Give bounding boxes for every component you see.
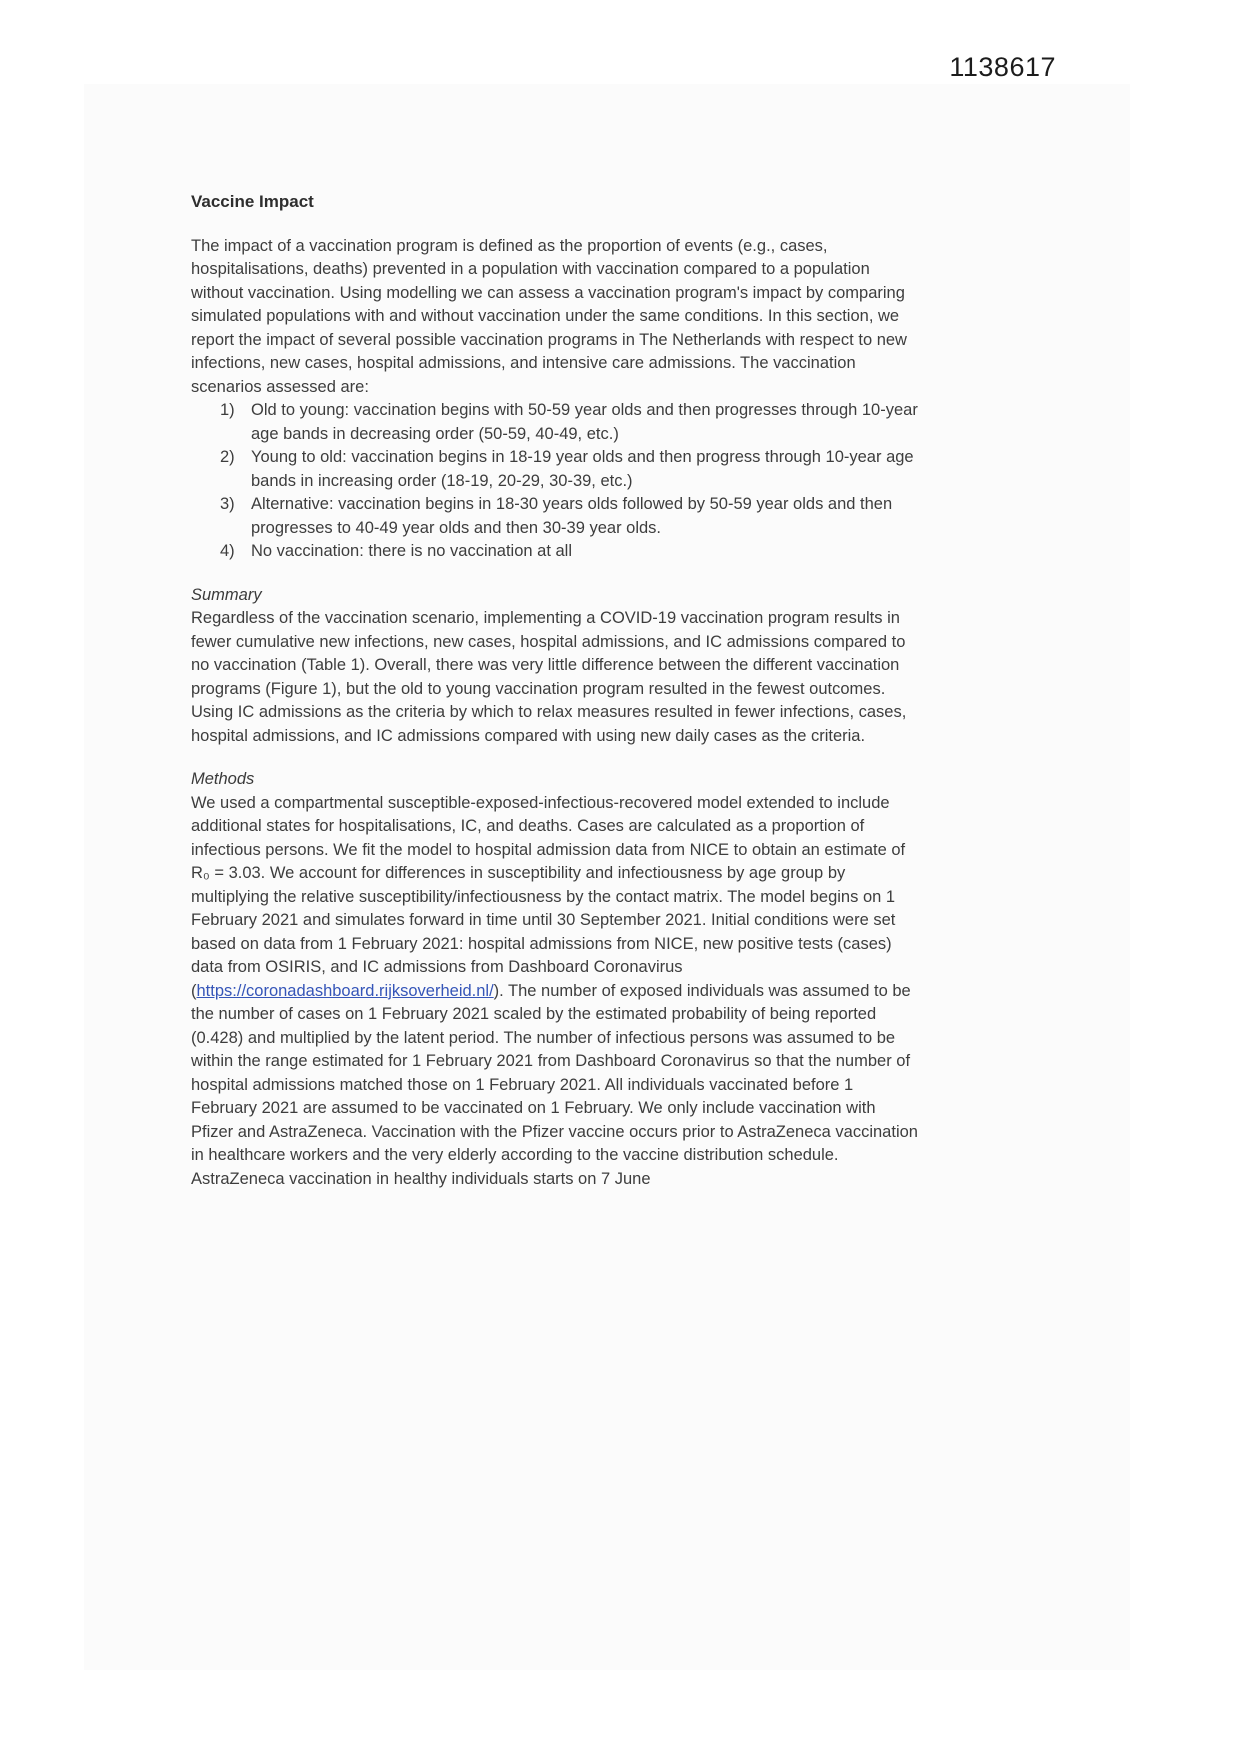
list-item-text: Old to young: vaccination begins with 50-59 year olds and then progresses through 10-year age bands in decreasing order (50-59, 40-49, etc.) bbox=[251, 401, 918, 443]
list-number: 2) bbox=[220, 448, 235, 466]
coronadashboard-link[interactable]: https://coronadashboard.rijksoverheid.nl/ bbox=[196, 981, 494, 1000]
methods-text-before-link: We used a compartmental susceptible-exposed-infectious-recovered model extended to include additional states for hospitalisations, IC, and deaths. Cases are calculated as a proportion of infectious persons. We fit the model to hospital admission data from NICE to obtain an estimate of R₀ = 3.03. We account for differences in susceptibility and infectiousness by age group by multiplying the relative susceptibility/infectiousness by the contact matrix. The model begins on 1 February 2021 and simulates forward in time until 30 September 2021. Initial conditions were set based on data from 1 February 2021: hospital admissions from NICE, new positive tests (cases) data from OSIRIS, and IC admissions from Dashboard Coronavirus ( bbox=[191, 793, 906, 1000]
document-title: Vaccine Impact bbox=[191, 192, 314, 211]
list-item-text: Alternative: vaccination begins in 18-30 years olds followed by 50-59 year olds and then progresses to 40-49 year olds and then 30-39 year olds. bbox=[251, 495, 893, 537]
summary-heading: Summary bbox=[191, 585, 262, 604]
intro-paragraph: The impact of a vaccination program is defined as the proportion of events (e.g., cases, hospitalisations, deaths) prevented in a population with vaccination compared to a population without vaccination. Using modelling we can assess a vaccination program's impact by comparing simulated populations with and without vaccination under the same conditions. In this section, we report the impact of several possible vaccination programs in The Netherlands with respect to new infections, new cases, hospital admissions, and intensive care admissions. The vaccination scenarios assessed are: bbox=[191, 236, 907, 396]
methods-heading: Methods bbox=[191, 770, 255, 788]
list-number: 1) bbox=[220, 401, 235, 419]
list-item bbox=[191, 540, 921, 564]
page-number: 1138617 bbox=[949, 52, 1056, 82]
scenario-list bbox=[191, 399, 921, 564]
list-item bbox=[191, 446, 921, 493]
summary-paragraph: Regardless of the vaccination scenario, implementing a COVID-19 vaccination program results in fewer cumulative new infections, new cases, hospital admissions, and IC admissions compared to no vaccination (Table 1). Overall, there was very little difference between the different vaccination programs (Figure 1), but the old to young vaccination program resulted in the fewest outcomes. Using IC admissions as the criteria by which to relax measures resulted in fewer infections, cases, hospital admissions, and IC admissions compared with using new daily cases as the criteria. bbox=[191, 609, 907, 745]
list-number: 3) bbox=[220, 495, 235, 513]
methods-text-after-link: ). The number of exposed individuals was assumed to be the number of cases on 1 February 2021 scaled by the estimated probability of being reported (0.428) and multiplied by the latent period. The number of infectious persons was assumed to be within the range estimated for 1 February 2021 from Dashboard Coronavirus so that the number of hospital admissions matched those on 1 February 2021. All individuals vaccinated before 1 February 2021 are assumed to be vaccinated on 1 February. We only include vaccination with Pfizer and AstraZeneca. Vaccination with the Pfizer vaccine occurs prior to AstraZeneca vaccination in healthcare workers and the very elderly according to the vaccine distribution schedule. AstraZeneca vaccination in healthy individuals starts on 7 June bbox=[191, 981, 918, 1188]
list-number: 4) bbox=[220, 542, 235, 560]
methods-paragraph bbox=[191, 792, 921, 1192]
list-item-text: Young to old: vaccination begins in 18-19 year olds and then progress through 10-year age bands in increasing order (18-19, 20-29, 30-39, etc.) bbox=[251, 448, 914, 490]
list-item bbox=[191, 399, 921, 446]
document-content bbox=[191, 190, 921, 1191]
list-item-text: No vaccination: there is no vaccination at all bbox=[251, 542, 573, 560]
list-item bbox=[191, 493, 921, 540]
